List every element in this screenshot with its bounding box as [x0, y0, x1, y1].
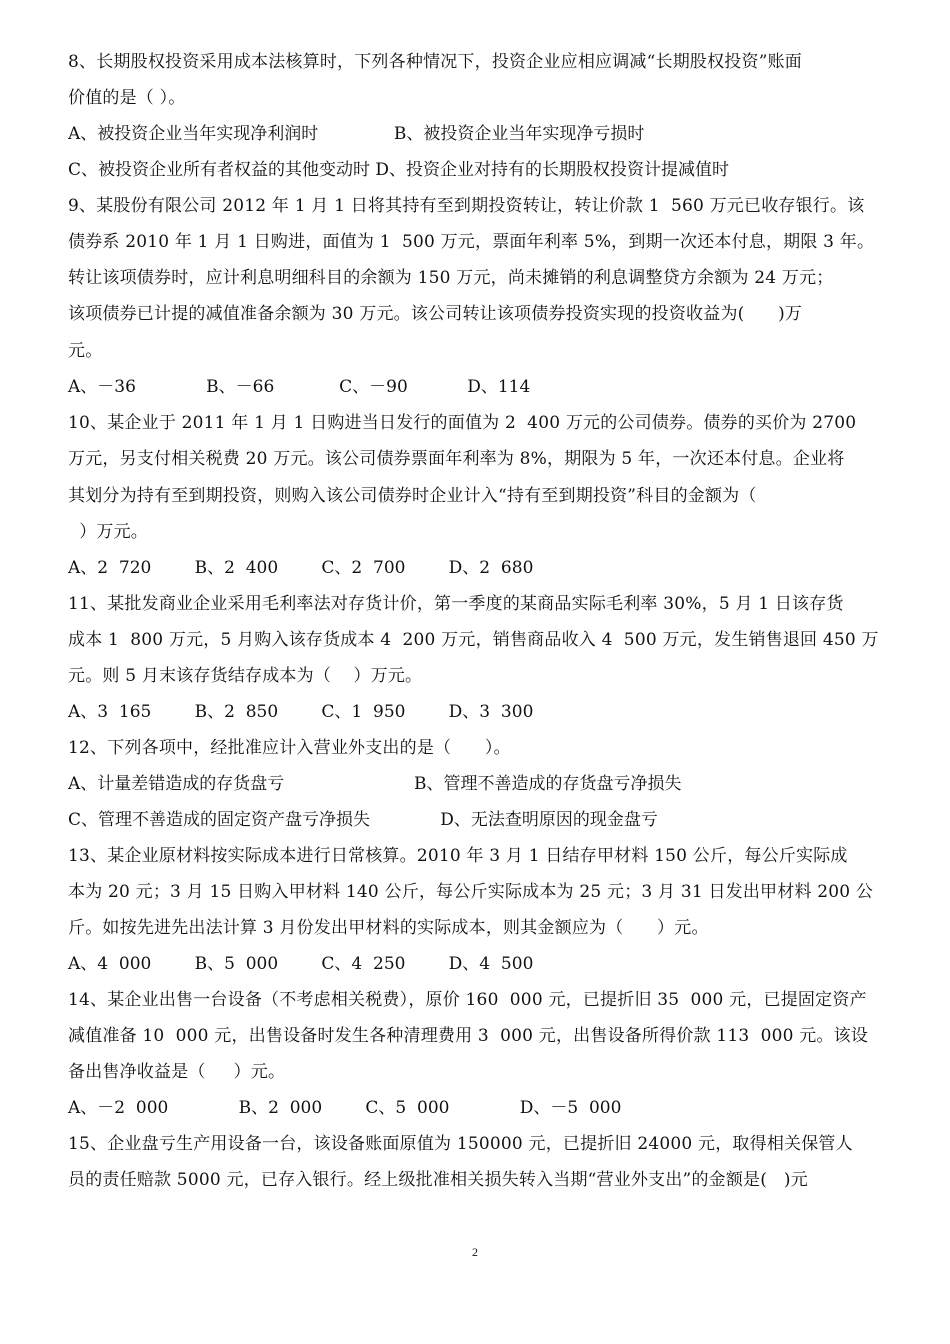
- question-10-line-1: 10、某企业于 2011 年 1 月 1 日购进当日发行的面值为 2 400 万元的公司债券。债券的买价为 2700: [68, 413, 857, 433]
- question-13-line-3: 斤。如按先进先出法计算 3 月份发出甲材料的实际成本，则其金额应为（ ）元。: [68, 918, 709, 938]
- question-13-line-1: 13、某企业原材料按实际成本进行日常核算。2010 年 3 月 1 日结存甲材料 150 公斤，每公斤实际成: [68, 846, 848, 866]
- question-11-line-3: 元。则 5 月末该存货结存成本为（ ）万元。: [68, 666, 423, 686]
- question-10-options: A、2 720 B、2 400 C、2 700 D、2 680: [68, 558, 534, 578]
- question-13-line-2: 本为 20 元；3 月 15 日购入甲材料 140 公斤，每公斤实际成本为 25 元；3 月 31 日发出甲材料 200 公: [68, 882, 874, 902]
- question-8-line-1: 8、长期股权投资采用成本法核算时，下列各种情况下，投资企业应相应调减“长期股权投资”账面: [68, 52, 802, 72]
- question-11-line-1: 11、某批发商业企业采用毛利率法对存货计价，第一季度的某商品实际毛利率 30%，5 月 1 日该存货: [68, 594, 844, 614]
- question-10-line-3: 其划分为持有至到期投资，则购入该公司债券时企业计入“持有至到期投资”科目的金额为（: [68, 486, 757, 506]
- question-9-line-4: 该项债券已计提的减值准备余额为 30 万元。该公司转让该项债券投资实现的投资收益为( )万: [68, 304, 803, 324]
- question-14-options: A、－2 000 B、2 000 C、5 000 D、－5 000: [68, 1098, 622, 1118]
- question-12-options-cd: C、管理不善造成的固定资产盘亏净损失 D、无法查明原因的现金盘亏: [68, 810, 658, 830]
- question-9-line-3: 转让该项债券时，应计利息明细科目的余额为 150 万元，尚未摊销的利息调整贷方余额为 24 万元；: [68, 268, 834, 288]
- question-12-line-1: 12、下列各项中，经批准应计入营业外支出的是（ ）。: [68, 738, 511, 758]
- question-8-options-ab: A、被投资企业当年实现净利润时 B、被投资企业当年实现净亏损时: [68, 124, 645, 144]
- question-11-options: A、3 165 B、2 850 C、1 950 D、3 300: [68, 702, 534, 722]
- question-9-line-5: 元。: [68, 341, 103, 361]
- question-9-line-1: 9、某股份有限公司 2012 年 1 月 1 日将其持有至到期投资转让，转让价款 1 560 万元已收存银行。该: [68, 196, 865, 216]
- question-14-line-1: 14、某企业出售一台设备（不考虑相关税费），原价 160 000 元，已提折旧 35 000 元，已提固定资产: [68, 990, 867, 1010]
- question-15-line-1: 15、企业盘亏生产用设备一台，该设备账面原值为 150000 元，已提折旧 24000 元，取得相关保管人: [68, 1134, 853, 1154]
- question-9-options: A、－36 B、－66 C、－90 D、114: [68, 377, 531, 397]
- question-8-line-2: 价值的是（ ）。: [68, 88, 186, 108]
- question-13-options: A、4 000 B、5 000 C、4 250 D、4 500: [68, 954, 534, 974]
- question-14-line-3: 备出售净收益是（ ）元。: [68, 1062, 286, 1082]
- question-10-line-4: ）万元。: [68, 522, 149, 542]
- question-15-line-2: 员的责任赔款 5000 元，已存入银行。经上级批准相关损失转入当期“营业外支出”的金额是( )元: [68, 1170, 808, 1190]
- question-10-line-2: 万元，另支付相关税费 20 万元。该公司债券票面年利率为 8%，期限为 5 年，一次还本付息。企业将: [68, 449, 845, 469]
- question-9-line-2: 债券系 2010 年 1 月 1 日购进，面值为 1 500 万元，票面年利率 5%，到期一次还本付息，期限 3 年。: [68, 232, 875, 252]
- question-12-options-ab: A、计量差错造成的存货盘亏 B、管理不善造成的存货盘亏净损失: [68, 774, 682, 794]
- question-8-options-cd: C、被投资企业所有者权益的其他变动时 D、投资企业对持有的长期股权投资计提减值时: [68, 160, 730, 180]
- page-number: 2: [472, 1245, 478, 1259]
- question-14-line-2: 减值准备 10 000 元，出售设备时发生各种清理费用 3 000 元，出售设备所得价款 113 000 元。该设: [68, 1026, 869, 1046]
- question-11-line-2: 成本 1 800 万元，5 月购入该存货成本 4 200 万元，销售商品收入 4 500 万元，发生销售退回 450 万: [68, 630, 879, 650]
